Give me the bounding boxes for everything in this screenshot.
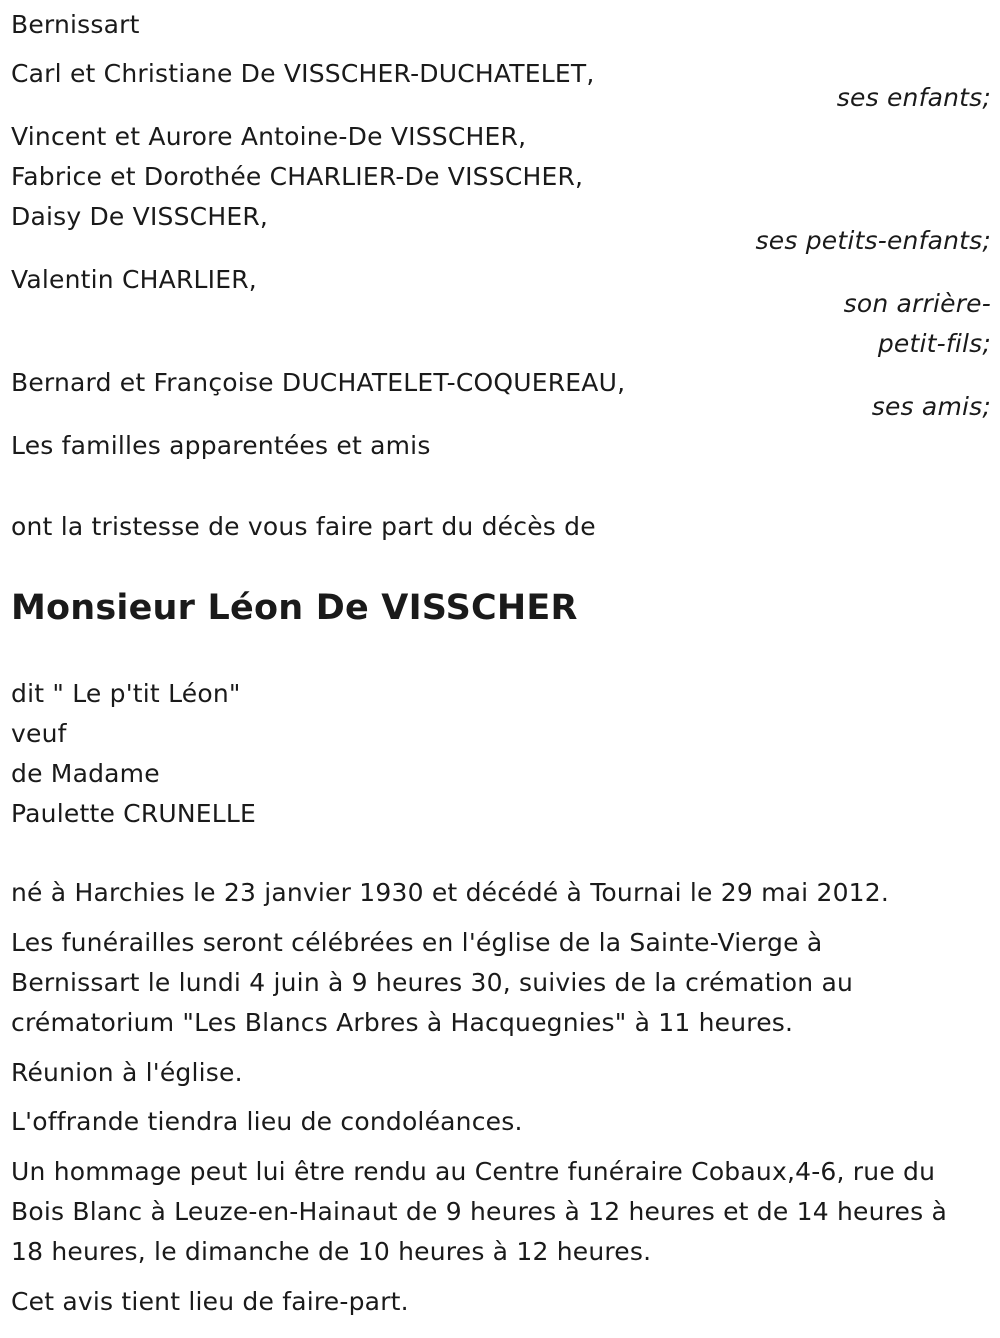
tribute-line-1: Un hommage peut lui être rendu au Centre funéraire Cobaux,4-6, rue du [11,1157,936,1186]
funeral-line-2: Bernissart le lundi 4 juin à 9 heures 30, suivies de la crémation au [11,968,854,997]
tribute-line-3: 18 heures, le dimanche de 10 heures à 12 heures. [11,1237,652,1266]
tribute-line-2: Bois Blanc à Leuze-en-Hainaut de 9 heures à 12 heures et de 14 heures à [11,1197,948,1226]
offering-text: L'offrande tiendra lieu de condoléances. [11,1107,523,1136]
deceased-status-line-2: de Madame [11,759,160,788]
great-grandchild-role-line-2: petit-fils; [877,329,991,358]
great-grandchild-role-line-1: son arrière- [843,289,991,318]
birth-death-dates: né à Harchies le 23 janvier 1930 et décédé à Tournai le 29 mai 2012. [11,878,890,907]
funeral-line-1: Les funérailles seront célébrées en l'église de la Sainte-Vierge à [11,928,823,957]
notice-text: Cet avis tient lieu de faire-part. [11,1287,409,1316]
great-grandchild-name: Valentin CHARLIER, [11,265,257,294]
spouse-name: Paulette CRUNELLE [11,799,257,828]
funeral-line-3: crématorium "Les Blancs Arbres à Hacquegnies" à 11 heures. [11,1008,794,1037]
deceased-nickname: dit " Le p'tit Léon" [11,679,241,708]
grandchildren-role: ses petits-enfants; [755,226,991,255]
announcement-text: ont la tristesse de vous faire part du décès de [11,512,596,541]
friends-role: ses amis; [871,392,991,421]
grandchild-line-2: Fabrice et Dorothée CHARLIER-De VISSCHER, [11,162,584,191]
deceased-status-line-1: veuf [11,719,67,748]
friends-names: Bernard et Françoise DUCHATELET-COQUEREAU, [11,368,626,397]
location-text: Bernissart [11,10,140,39]
meeting-text: Réunion à l'église. [11,1058,243,1087]
grandchild-line-1: Vincent et Aurore Antoine-De VISSCHER, [11,122,527,151]
children-role: ses enfants; [836,83,991,112]
grandchild-line-3: Daisy De VISSCHER, [11,202,269,231]
relatives-text: Les familles apparentées et amis [11,431,431,460]
deceased-name: Monsieur Léon De VISSCHER [11,588,578,628]
children-names: Carl et Christiane De VISSCHER-DUCHATELET, [11,59,595,88]
